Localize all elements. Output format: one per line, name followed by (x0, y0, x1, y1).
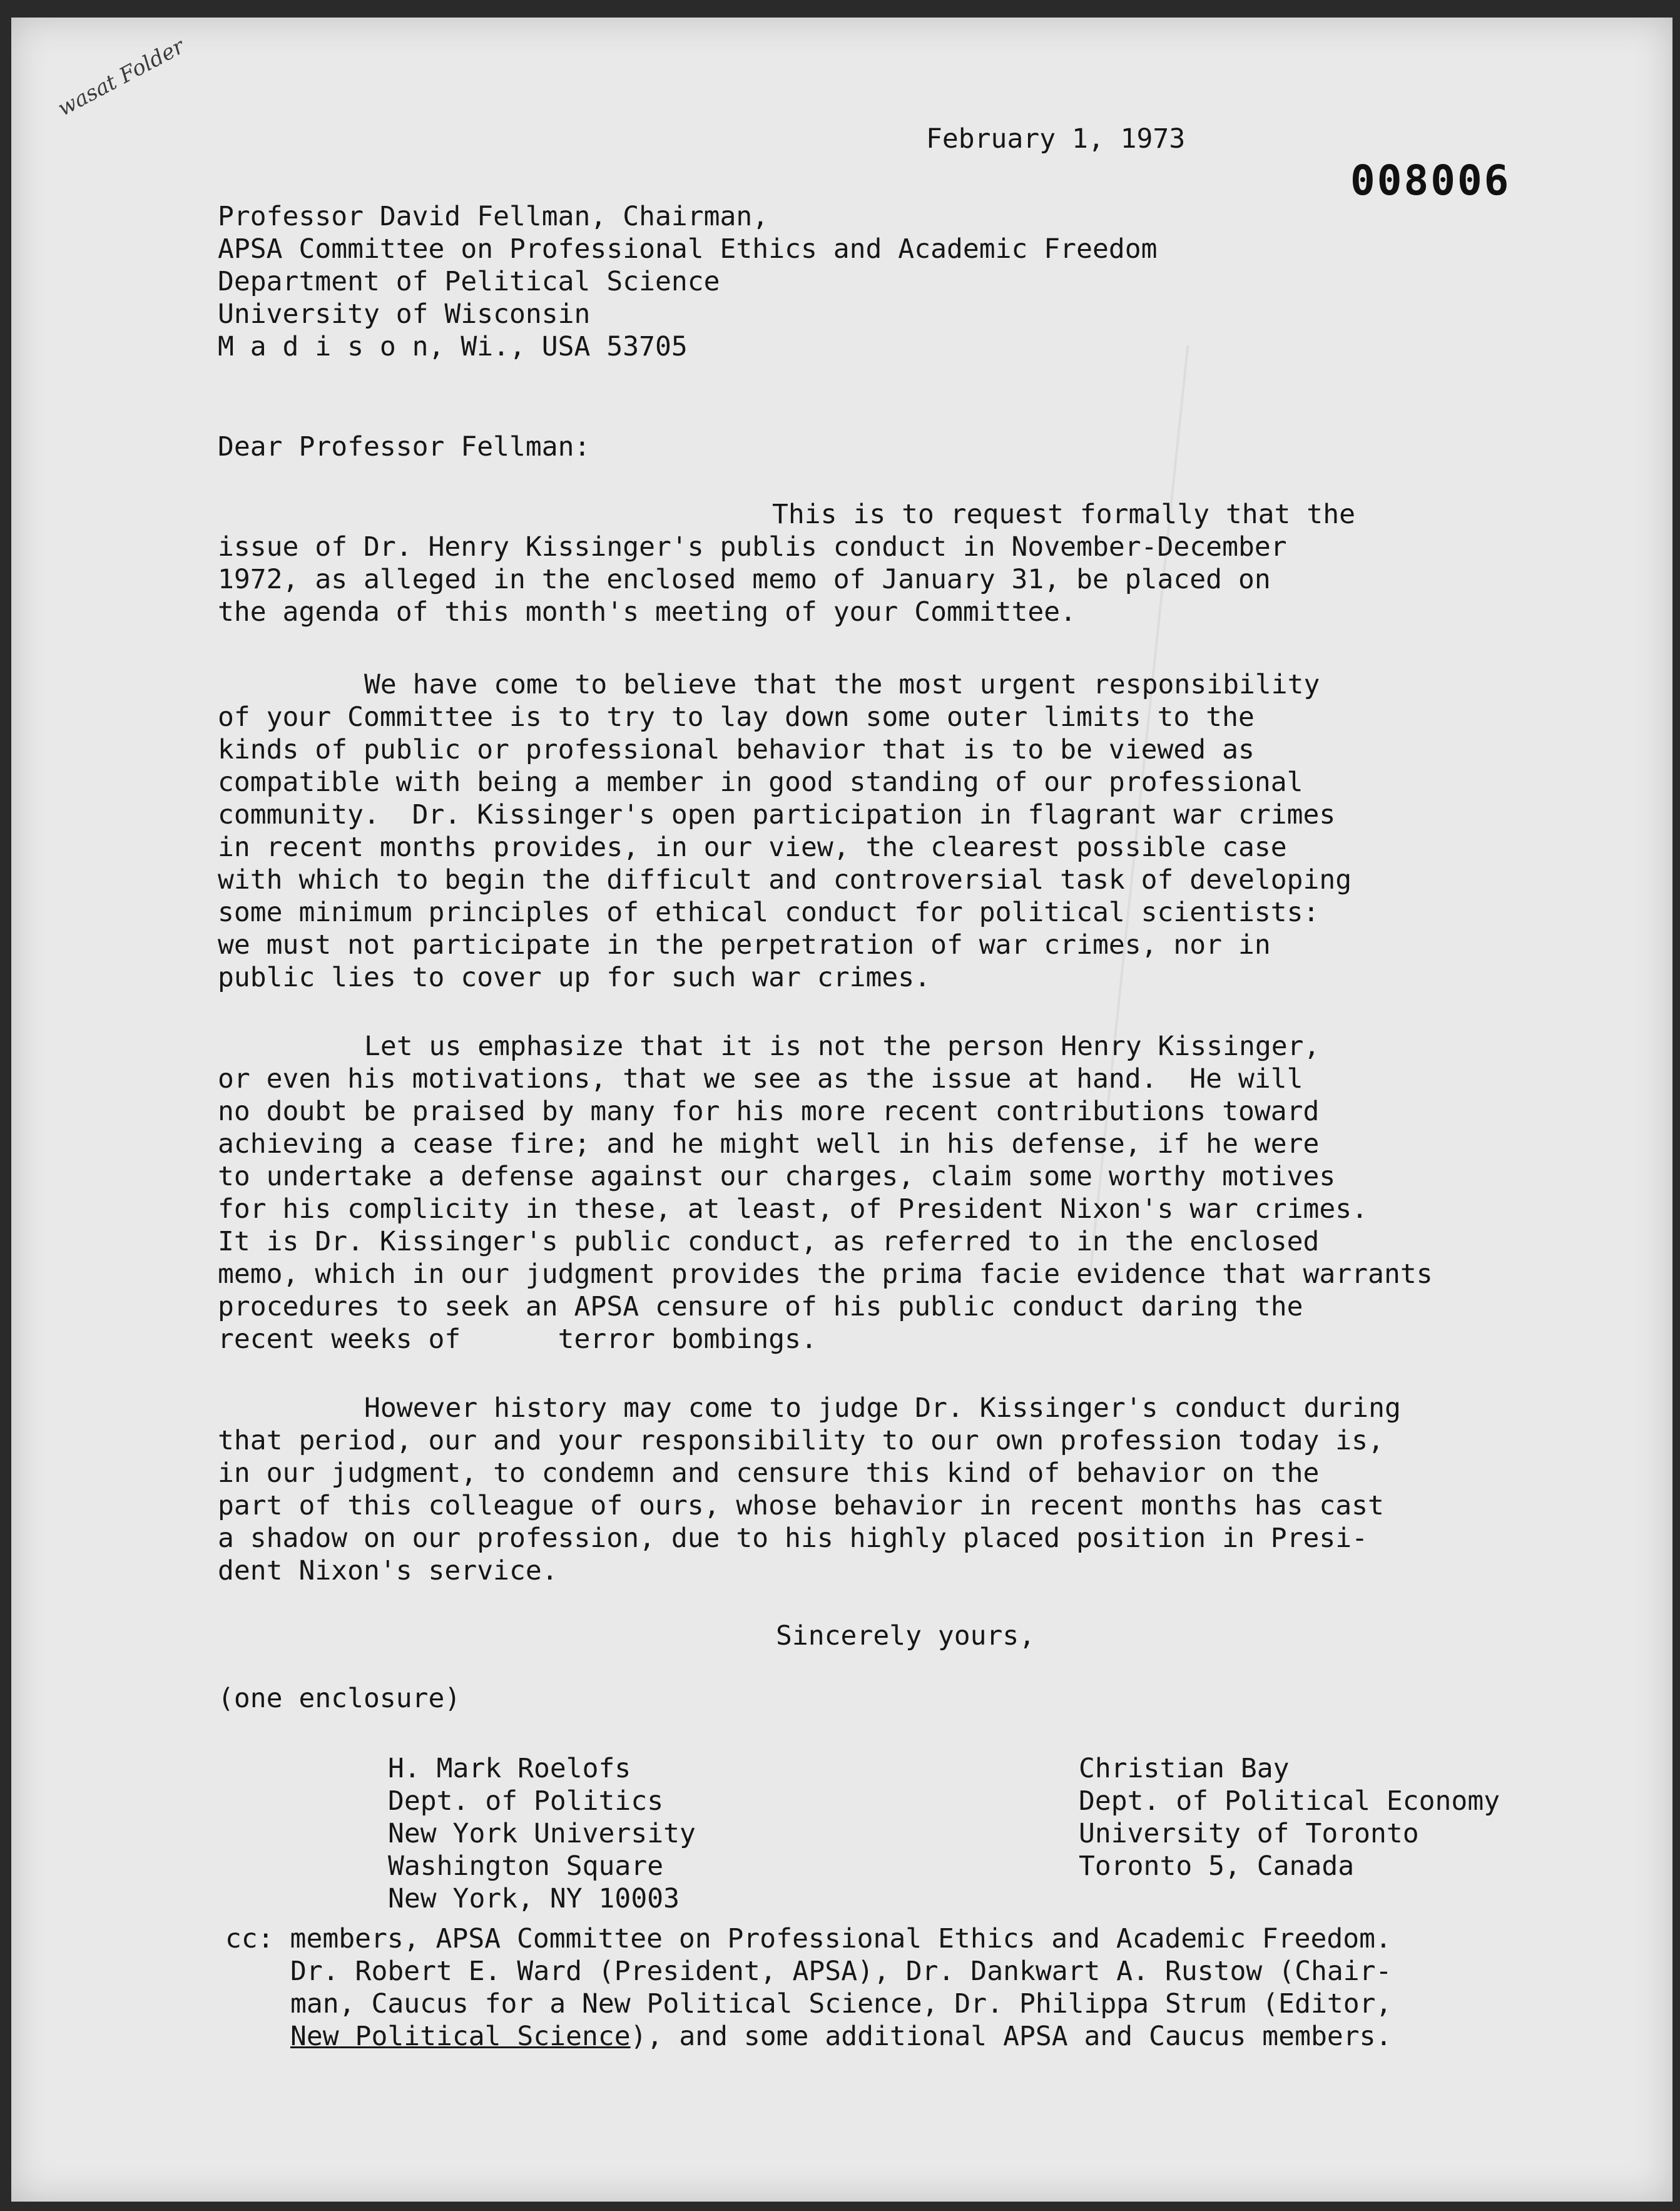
signer-left (388, 1752, 696, 1915)
enclosure-note: (one enclosure) (218, 1683, 461, 1714)
paragraph-line: However history may come to judge Dr. Kissinger's conduct during (364, 1392, 1401, 1424)
paragraph-line: community. Dr. Kissinger's open participation in flagrant war crimes (218, 799, 1336, 830)
paragraph-line: for his complicity in these, at least, of President Nixon's war crimes. (218, 1193, 1368, 1225)
signer-line: New York University (388, 1818, 696, 1849)
paragraph-line: kinds of public or professional behavior that is to be viewed as (218, 734, 1255, 765)
paragraph-line: It is Dr. Kissinger's public conduct, as referred to in the enclosed (218, 1226, 1320, 1257)
paragraph-2 (218, 668, 1352, 994)
handwritten-annotation: wasat Folder (53, 34, 189, 121)
signer-line: University of Toronto (1079, 1818, 1419, 1849)
salutation: Dear Professor Fellman: (218, 431, 591, 462)
paragraph-line: to undertake a defense against our charges, claim some worthy motives (218, 1161, 1336, 1192)
signer-line: New York, NY 10003 (388, 1883, 680, 1914)
cc-line: Dr. Robert E. Ward (President, APSA), Dr. Dankwart A. Rustow (Chair- (290, 1956, 1392, 1987)
signer-line: H. Mark Roelofs (388, 1753, 631, 1784)
recipient-line: University of Wisconsin (218, 299, 591, 330)
signer-line: Toronto 5, Canada (1079, 1851, 1355, 1882)
cc-line: cc: members, APSA Committee on Professional Ethics and Academic Freedom. (225, 1923, 1392, 1954)
signer-right (1079, 1752, 1500, 1882)
paragraph-line: no doubt be praised by many for his more recent contributions toward (218, 1096, 1320, 1127)
paragraph-line: memo, which in our judgment provides the prima facie evidence that warrants (218, 1259, 1433, 1290)
cc-line-rest: ), and some additional APSA and Caucus members. (630, 2021, 1392, 2052)
paragraph-line: 1972, as alleged in the enclosed memo of January 31, be placed on (218, 564, 1271, 595)
cc-list (225, 1922, 1392, 2053)
recipient-line: Professor David Fellman, Chairman, (218, 201, 769, 232)
cc-line: man, Caucus for a New Political Science, Dr. Philippa Strum (Editor, (290, 1988, 1392, 2020)
document-number: 008006 (1350, 156, 1511, 205)
letter-page (11, 18, 1672, 2202)
paragraph-line: in our judgment, to condemn and censure this kind of behavior on the (218, 1458, 1320, 1489)
paragraph-line: we must not participate in the perpetration of war crimes, nor in (218, 929, 1271, 961)
signer-line: Dept. of Political Economy (1079, 1785, 1500, 1817)
paragraph-line: some minimum principles of ethical conduct for political scientists: (218, 897, 1320, 928)
paragraph-line: that period, our and your responsibility to our own profession today is, (218, 1425, 1384, 1456)
signer-line: Christian Bay (1079, 1753, 1290, 1784)
recipient-line: M a d i s o n, Wi., USA 53705 (218, 331, 688, 362)
paragraph-line: Let us emphasize that it is not the person Henry Kissinger, (364, 1031, 1320, 1062)
cc-line (225, 2020, 1392, 2053)
letter-date: February 1, 1973 (926, 123, 1186, 155)
paragraph-line: dent Nixon's service. (218, 1555, 558, 1586)
paragraph-line: procedures to seek an APSA censure of his public conduct daring the (218, 1291, 1303, 1322)
paragraph-line: of your Committee is to try to lay down some outer limits to the (218, 702, 1255, 733)
signer-line: Washington Square (388, 1851, 664, 1882)
paragraph-line: recent weeks of terror bombings. (218, 1324, 817, 1355)
recipient-line: Department of Pelitical Science (218, 266, 720, 297)
paragraph-line: with which to begin the difficult and controversial task of developing (218, 864, 1352, 896)
journal-title: New Political Science (290, 2021, 631, 2052)
paragraph-4 (218, 1392, 1401, 1587)
paragraph-1 (218, 498, 1355, 628)
paragraph-line: issue of Dr. Henry Kissinger's publis conduct in November-December (218, 531, 1287, 563)
paragraph-line: compatible with being a member in good standing of our professional (218, 767, 1303, 798)
paragraph-line: in recent months provides, in our view, the clearest possible case (218, 832, 1287, 863)
closing: Sincerely yours, (776, 1620, 1036, 1652)
recipient-address (218, 200, 1158, 363)
paragraph-line: achieving a cease fire; and he might well in his defense, if he were (218, 1128, 1320, 1160)
paragraph-line: public lies to cover up for such war crimes. (218, 962, 931, 993)
recipient-line: APSA Committee on Professional Ethics and Academic Freedom (218, 233, 1158, 265)
paragraph-line: a shadow on our profession, due to his highly placed position in Presi- (218, 1523, 1368, 1554)
paragraph-line: or even his motivations, that we see as the issue at hand. He will (218, 1063, 1303, 1095)
paragraph-line: part of this colleague of ours, whose behavior in recent months has cast (218, 1490, 1384, 1521)
paragraph-line: We have come to believe that the most urgent responsibility (364, 669, 1320, 700)
paragraph-line: the agenda of this month's meeting of your Committee. (218, 596, 1077, 628)
paragraph-line: This is to request formally that the (772, 499, 1355, 530)
signer-line: Dept. of Politics (388, 1785, 664, 1817)
paragraph-3 (218, 1030, 1433, 1356)
